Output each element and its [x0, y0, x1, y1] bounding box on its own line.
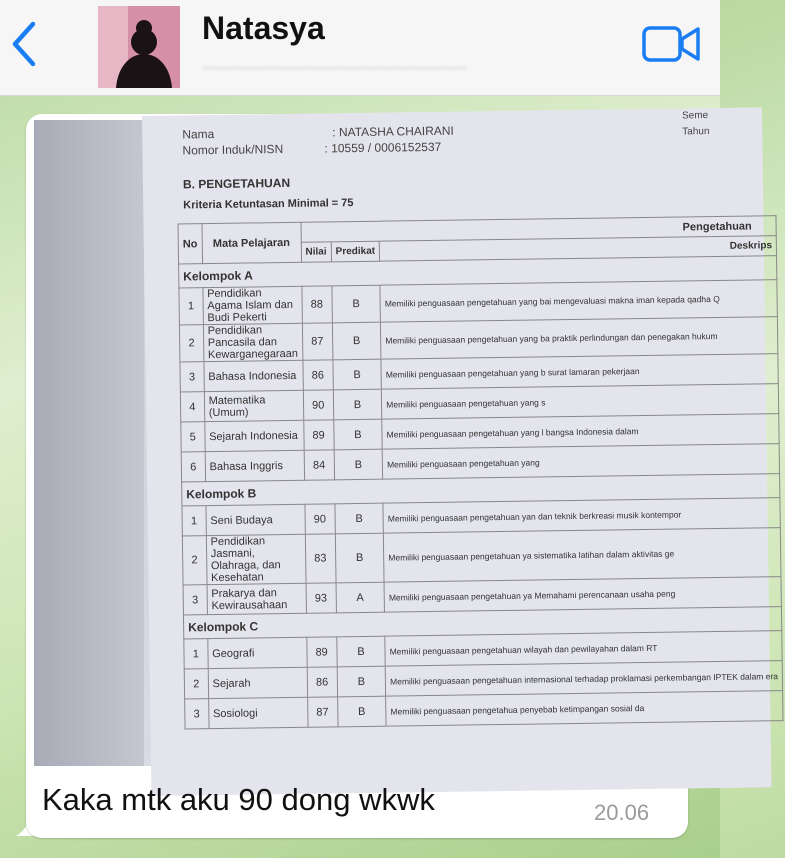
grades-table — [178, 215, 784, 729]
row-subject: Prakarya dan Kewirausahaan — [207, 583, 306, 614]
col-header-nilai: Nilai — [301, 242, 331, 262]
row-nilai: 89 — [306, 637, 337, 667]
row-nilai: 90 — [303, 390, 334, 420]
row-no: 3 — [180, 362, 204, 392]
row-predikat: B — [337, 666, 386, 697]
col-header-pengetahuan: Pengetahuan — [301, 216, 777, 243]
group-label: Kelompok A — [179, 256, 777, 288]
chevron-left-icon — [9, 20, 39, 68]
row-subject: Geografi — [207, 637, 306, 668]
row-subject: Bahasa Inggris — [205, 450, 304, 481]
contact-status: .................................................................... — [202, 56, 467, 72]
row-desc: Memiliki penguasaan pengetahuan yang bai mengevaluasi makna iman kepada qadha Q — [380, 280, 777, 323]
row-subject: Sosiologi — [208, 697, 307, 728]
avatar[interactable] — [98, 6, 180, 88]
table-row — [182, 528, 781, 585]
row-no: 4 — [180, 392, 204, 422]
row-nilai: 86 — [307, 667, 338, 697]
col-header-subject: Mata Pelajaran — [202, 222, 301, 263]
row-predikat: B — [332, 322, 381, 360]
row-desc: Memiliki penguasaan pengetahuan yang ba praktik perlindungan dan penegakan hukum — [381, 317, 778, 360]
row-desc: Memiliki penguasaan pengetahuan yang — [382, 444, 779, 480]
col-header-deskripsi: Deskrips — [379, 236, 776, 262]
row-desc: Memiliki penguasaan pengetahuan ya Memahami perencanaan usaha peng — [384, 577, 781, 613]
year-label: Tahun — [682, 126, 710, 138]
row-desc: Memiliki penguasaan pengetahua penyebab ketimpangan sosial da — [386, 691, 783, 727]
row-desc: Memiliki penguasaan pengetahuan yang s — [382, 384, 779, 420]
row-no: 1 — [184, 639, 208, 669]
row-no: 2 — [184, 669, 208, 699]
row-subject: Bahasa Indonesia — [204, 360, 303, 391]
row-no: 2 — [182, 536, 206, 585]
row-no: 3 — [183, 585, 207, 615]
nisn-value: : 10559 / 0006152537 — [324, 139, 442, 156]
row-predikat: B — [335, 533, 384, 583]
message-time: 20.06 — [594, 800, 650, 825]
row-desc: Memiliki penguasaan pengetahuan yan dan teknik berkreasi musik kontempor — [383, 498, 780, 534]
row-subject: Sejarah Indonesia — [204, 420, 303, 451]
row-nilai: 84 — [304, 450, 335, 480]
row-subject: Pendidikan Pancasila dan Kewarganegaraan — [203, 323, 302, 361]
row-predikat: B — [336, 636, 385, 667]
row-desc: Memiliki penguasaan pengetahuan wilayah dan pewilayahan dalam RT — [385, 631, 782, 667]
name-value: : NATASHA CHAIRANI — [332, 123, 454, 140]
row-desc: Memiliki penguasaan pengetahuan internasional terhadap proklamasi perkembangan IPTEK dalam era — [385, 661, 782, 697]
row-nilai: 83 — [305, 534, 336, 583]
back-button[interactable] — [4, 14, 44, 74]
kkm-label: Kriteria Ketuntasan Minimal = 75 — [183, 197, 354, 212]
row-subject: Matematika (Umum) — [204, 390, 303, 421]
nisn-label: Nomor Induk/NISN — [182, 142, 284, 158]
row-predikat: B — [334, 449, 383, 480]
row-predikat: B — [332, 285, 381, 323]
row-subject: Pendidikan Jasmani, Olahraga, dan Kesehatan — [206, 534, 306, 584]
name-label: Nama — [182, 126, 215, 142]
section-title: B. PENGETAHUAN — [182, 175, 291, 192]
avatar-silhouette-icon — [98, 6, 180, 88]
row-nilai: 93 — [306, 583, 337, 613]
video-call-icon — [640, 22, 704, 66]
row-no: 1 — [182, 506, 206, 536]
row-nilai: 86 — [303, 360, 334, 390]
photo-background — [34, 120, 144, 766]
row-predikat: B — [333, 389, 382, 420]
message-photo[interactable] — [34, 110, 779, 766]
contact-name[interactable]: Natasya — [202, 10, 325, 46]
row-nilai: 90 — [305, 504, 336, 534]
col-header-no: No — [178, 224, 202, 264]
row-no: 3 — [185, 699, 209, 729]
row-no: 6 — [181, 452, 205, 482]
group-label: Kelompok B — [182, 474, 780, 506]
report-card-document — [142, 107, 779, 796]
semester-label: Seme — [681, 110, 709, 122]
row-predikat: B — [333, 419, 382, 450]
row-nilai: 87 — [307, 697, 338, 727]
row-nilai: 89 — [303, 420, 334, 450]
row-predikat: B — [335, 503, 384, 534]
row-no: 2 — [179, 325, 203, 362]
row-desc: Memiliki penguasaan pengetahuan ya sistematika latihan dalam aktivitas ge — [384, 528, 782, 583]
row-predikat: A — [336, 582, 385, 613]
col-header-predikat: Predikat — [331, 241, 380, 262]
row-desc: Memiliki penguasaan pengetahuan yang l bangsa Indonesia dalam — [382, 414, 779, 450]
row-nilai: 88 — [301, 286, 332, 323]
row-nilai: 87 — [302, 323, 333, 360]
row-no: 1 — [179, 288, 203, 325]
row-predikat: B — [333, 359, 382, 390]
video-call-button[interactable] — [640, 22, 704, 66]
row-desc: Memiliki penguasaan pengetahuan yang b surat lamaran pekerjaan — [381, 354, 778, 390]
chat-header — [0, 0, 720, 96]
row-no: 5 — [181, 422, 205, 452]
row-subject: Pendidikan Agama Islam dan Budi Pekerti — [203, 286, 302, 324]
row-subject: Seni Budaya — [206, 504, 305, 535]
group-label: Kelompok C — [183, 607, 781, 639]
row-subject: Sejarah — [208, 667, 307, 698]
row-predikat: B — [337, 696, 386, 727]
message-caption: Kaka mtk aku 90 dong wkwk — [42, 782, 435, 817]
